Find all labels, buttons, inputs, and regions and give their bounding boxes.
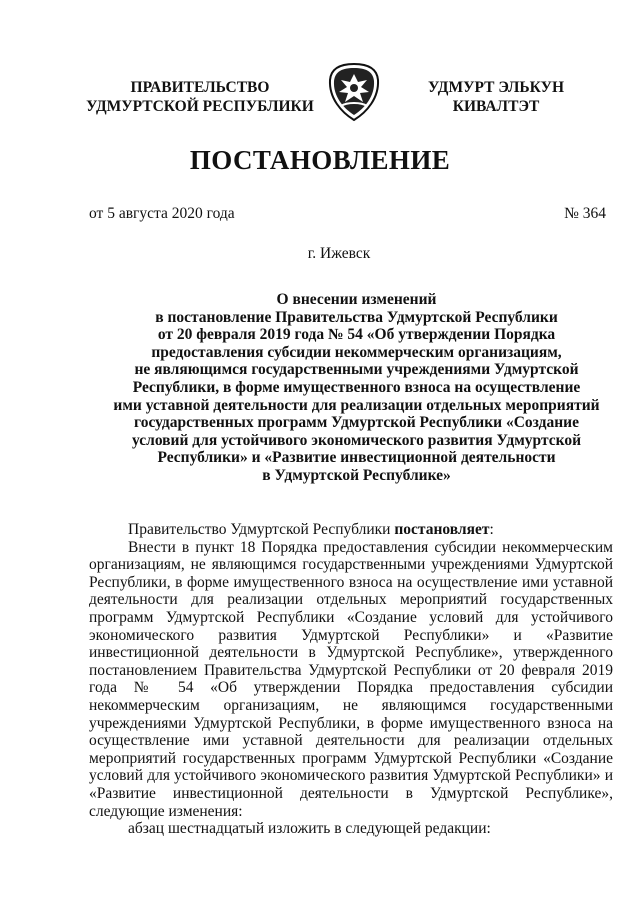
resolves-colon: : [489, 521, 494, 538]
body-paragraph-resolves [89, 521, 613, 539]
subject-line: Республики, в форме имущественного взноса на осуществление [132, 378, 581, 396]
document-date: от 5 августа 2020 года [89, 205, 235, 222]
header-left-line2: УДМУРТСКОЙ РЕСПУБЛИКИ [86, 98, 314, 115]
document-number: № 364 [564, 205, 606, 222]
header-left-line1: ПРАВИТЕЛЬСТВО [130, 79, 270, 96]
subject-line: от 20 февраля 2019 года № 54 «Об утверждении Порядка [157, 326, 556, 344]
header-right-line1: УДМУРТ ЭЛЬКУН [427, 79, 565, 96]
subject-line: не являющимся государственными учреждениями Удмуртской [134, 361, 579, 379]
resolves-text: Правительство Удмуртской Республики [128, 521, 395, 538]
subject-line: в постановление Правительства Удмуртской Республики [155, 308, 558, 326]
subject-line: О внесении изменений [276, 291, 437, 308]
subject-line: Республики» и «Развитие инвестиционной деятельности [157, 449, 556, 467]
body-paragraph-amendment: Внести в пункт 18 Порядка предоставления субсидии некоммерческим организациям, не являющимся государственными учреждениями Удмуртской Республики, в форме имущественного взноса на осуществление ими уставной деятельности для реализации отдельных мероприятий государственных программ Удмуртской Республики «Создание условий для устойчивого экономического развития Удмуртской Республики» и «Развитие инвестиционной деятельности в Удмуртской Республике», утвержденного постановлением Правительства Удмуртской Республики от 20 февраля 2019 года № 54 «Об утверждении Порядка предоставления субсидии некоммерческим организациям, не являющимся государственными учреждениями Удмуртской Республики, в форме имущественного взноса на осуществление ими уставной деятельности для реализации отдельных мероприятий государственных программ Удмуртской Республики «Создание условий для устойчивого экономического развития Удмуртской Республики» и «Развитие инвестиционной деятельности в Удмуртской Республике», следующие изменения: [89, 538, 613, 820]
subject-line: ими уставной деятельности для реализации отдельных мероприятий [113, 396, 600, 414]
body-paragraph-edit: абзац шестнадцатый изложить в следующей редакции: [128, 820, 491, 838]
udmurt-coat-of-arms-icon [327, 62, 381, 122]
resolves-keyword: постановляет [394, 521, 490, 538]
subject-line: предоставления субсидии некоммерческим организациям, [151, 343, 562, 361]
government-header-udm [410, 78, 582, 116]
document-city: г. Ижевск [307, 245, 371, 262]
document-body [89, 521, 613, 838]
document-subject [100, 291, 613, 485]
header-right-line2: КИВАЛТЭТ [452, 98, 540, 115]
government-header-ru [84, 78, 316, 116]
subject-line: в Удмуртской Республике» [262, 466, 451, 484]
subject-line: государственных программ Удмуртской Республики «Создание [134, 414, 579, 432]
document-title: ПОСТАНОВЛЕНИЕ [189, 145, 451, 175]
subject-line: условий для устойчивого экономического развития Удмуртской [131, 431, 582, 449]
